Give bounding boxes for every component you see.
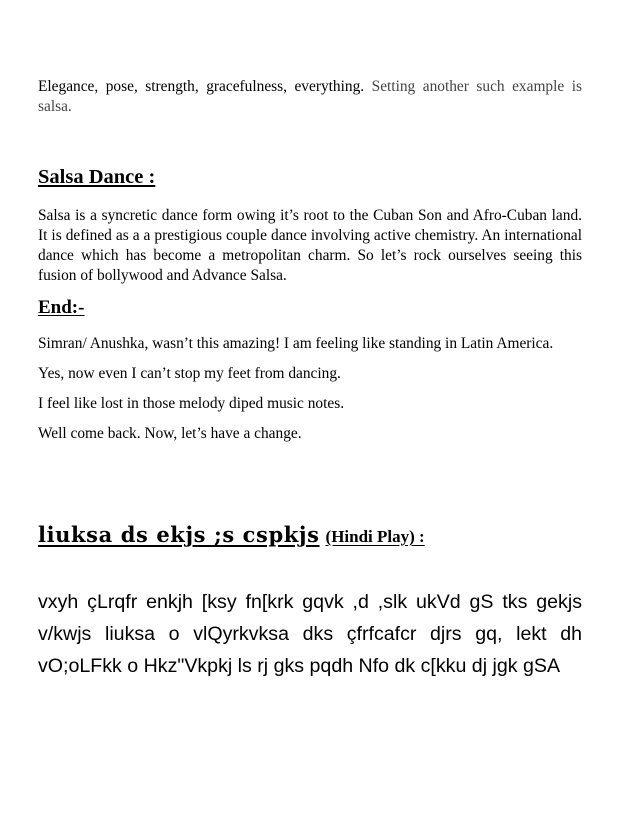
hindi-play-label: (Hindi Play) : bbox=[325, 527, 425, 546]
dialogue-line: Yes, now even I can’t stop my feet from dancing. bbox=[38, 365, 341, 382]
dialogue-line: Well come back. Now, let’s have a change. bbox=[38, 425, 302, 442]
salsa-paragraph: Salsa is a syncretic dance form owing it’s root to the Cuban Son and Afro-Cuban land. It is defined as a a prestigious couple dance involving active chemistry. An international dance which has become a metropolitan charm. So let’s rock ourselves seeing this fusion of bollywood and Advance Salsa. bbox=[38, 207, 582, 284]
hindi-play-heading bbox=[38, 522, 425, 549]
dialogue-line: I feel like lost in those melody diped music notes. bbox=[38, 395, 345, 412]
hindi-play-title: liuksa ds ekjs ;s cspkjs bbox=[38, 522, 320, 547]
intro-lead: Elegance, pose, strength, gracefulness, everything. bbox=[38, 78, 365, 95]
intro-continuation: Setting another such example is salsa. bbox=[38, 78, 582, 115]
salsa-heading: Salsa Dance : bbox=[38, 166, 156, 188]
hindi-paragraph: vxyh çLrqfr enkjh [ksy fn[krk gqvk ,d ,slk ukVd gS tks gekjs v/kwjs liuksa o vlQyrkvksa dks çfrfcafcr djrs gq, lekt dh vO;oLFkk o Hkz"Vkpkj ls rj gks pqdh Nfo dk c[kku dj jgk gSA bbox=[38, 591, 582, 677]
end-dialogue bbox=[38, 334, 582, 454]
dialogue-line: Simran/ Anushka, wasn’t this amazing! I am feeling like standing in Latin America. bbox=[38, 335, 554, 352]
intro-paragraph bbox=[38, 77, 582, 117]
end-heading: End:- bbox=[38, 297, 85, 318]
